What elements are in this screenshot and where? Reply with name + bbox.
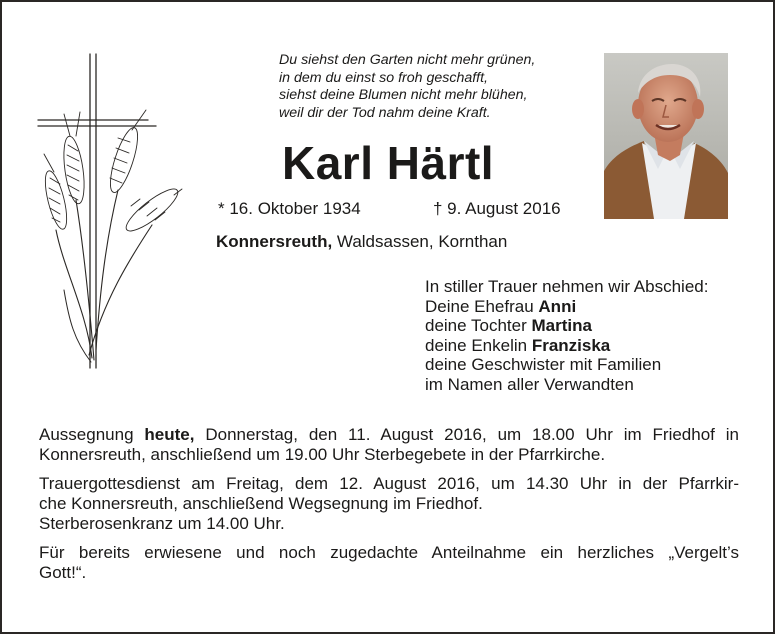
notice-line: Konnersreuth, anschließend um 19.00 Uhr Sterbegebete in der Pfarrkirche. (39, 445, 606, 464)
poem (279, 52, 589, 122)
mourner-name: Martina (531, 316, 592, 336)
poem-line: weil dir der Tod nahm deine Kraft. (279, 104, 491, 121)
poem-line: siehst deine Blumen nicht mehr blühen, (279, 87, 528, 103)
mourner-siblings: deine Geschwister mit Familien (425, 355, 662, 375)
notice-text: Aussegnung (39, 425, 145, 444)
mourner-relation: deine Tochter (425, 316, 532, 336)
notice-line: Trauergottesdienst am Freitag, dem 12. August 2016, um 14.30 Uhr in der Pfarrkir- (39, 474, 739, 493)
poem-line: Du siehst den Garten nicht mehr grünen, (279, 52, 536, 68)
notice-line (39, 425, 739, 445)
place-other: Waldsassen, Kornthan (332, 232, 508, 251)
deceased-name: Karl Härtl (282, 137, 495, 189)
notice-line: che Konnersreuth, anschließend Wegsegnung im Friedhof. (39, 494, 483, 513)
mourner-name: Anni (538, 296, 577, 316)
birth-date: * 16. Oktober 1934 (218, 199, 361, 218)
mass-notice (39, 474, 739, 534)
notice-line: Sterberosenkranz um 14.00 Uhr. (39, 514, 285, 533)
mourner-relation: deine Enkelin (425, 335, 532, 355)
notice-line: Für bereits erwiesene und noch zugedachte Anteilnahme ein herzliches „Vergelt’s (39, 543, 739, 562)
portrait-photo (604, 53, 728, 219)
mourner-granddaughter (425, 336, 708, 356)
notice-highlight: heute, (144, 425, 195, 444)
thanks-notice (39, 543, 739, 583)
residence-places (216, 232, 507, 252)
death-date: † 9. August 2016 (433, 199, 561, 218)
mourners-list (425, 277, 708, 395)
funeral-notice (39, 425, 739, 465)
place-main: Konnersreuth, (216, 232, 333, 251)
mourner-relation: Deine Ehefrau (425, 296, 539, 316)
mourner-wife (425, 297, 708, 317)
mourner-name: Franziska (531, 335, 611, 355)
service-notices (39, 425, 739, 592)
mourner-daughter (425, 316, 708, 336)
mourner-relatives: im Namen aller Verwandten (425, 374, 634, 394)
poem-line: in dem du einst so froh geschafft, (279, 69, 488, 86)
mourners-intro: In stiller Trauer nehmen wir Abschied: (425, 277, 709, 296)
notice-text: Donnerstag, den 11. August 2016, um 18.00 Uhr im Friedhof in (194, 425, 740, 444)
notice-line: Gott!“. (39, 563, 87, 582)
cross-with-wheat-icon (34, 50, 184, 370)
